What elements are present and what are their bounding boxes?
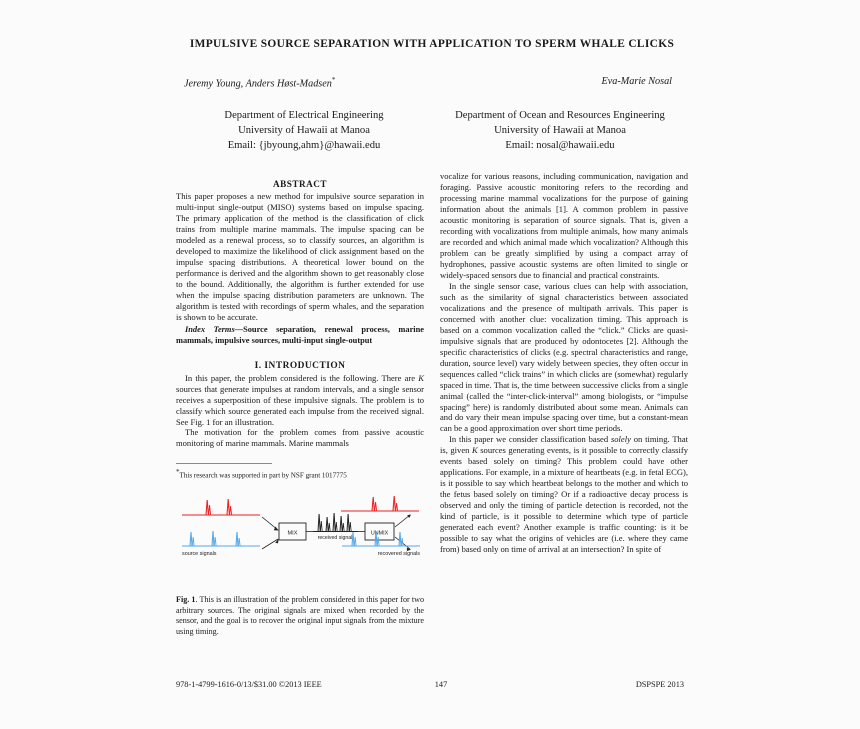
affiliations-row xyxy=(176,108,688,153)
figure-1 xyxy=(176,493,424,637)
mix-box-label: MIX xyxy=(287,530,298,537)
affiliation-right-dept: Department of Ocean and Resources Engineering xyxy=(455,110,665,122)
affiliation-right xyxy=(432,108,688,153)
affiliation-right-university: University of Hawaii at Manoa xyxy=(494,125,626,137)
paper-content xyxy=(176,0,688,729)
figure-label-recovered-signals: recovered signals xyxy=(377,551,420,557)
figure-1-caption-text: . This is an illustration of the problem considered in this paper for two arbitrary sources. The original signals are mixed when recorded by the sensor, and the goal is to recover the original input signals from the mixture using timing. xyxy=(176,595,424,636)
intro-p1-symbol-K: K xyxy=(418,372,424,383)
index-terms-dash: — xyxy=(234,324,244,334)
unmix-box xyxy=(365,523,394,540)
column-left xyxy=(176,171,424,637)
intro-p1-part-b: sources that generate impulses at random intervals, and a single sensor receives a superposition of these impulsive signals. The problem is to classify which source generated each impulse from the received signal. See Fig. 1 for an illustration. xyxy=(176,383,424,427)
mix-box xyxy=(279,523,306,540)
figure-1-caption xyxy=(176,595,424,637)
figure-label-received-signal: received signal xyxy=(317,535,353,541)
author-left xyxy=(176,76,428,89)
page-footer xyxy=(176,680,688,689)
source-signal-b-blue xyxy=(182,531,260,546)
index-terms xyxy=(176,325,424,347)
footer-conference: DSPSPE 2013 xyxy=(635,680,684,689)
figure-label-source-signals: source signals xyxy=(182,551,217,557)
abstract-heading: ABSTRACT xyxy=(272,179,328,190)
figure-1-diagram xyxy=(176,493,424,585)
right-p3-part-c: sources generating events, is it possible to correctly classify events based solely on timing? This problem could have other applications. For example, in a mixture of heartbeats (e.g. in fetal ECG), is it possible to say which heartbeat belongs to the mother and which to the fetus based solely on timing? Or if a radioactive decay process is observed and only the timing of particle detection is recorded, not the kind of particle, is it possible to determine which type of particle generated each event? Another example is traffic counting: is it be possible to say what the origins of vehicles are (i.e. where they came from) based only on time of arrival at an intersection? In spite of xyxy=(440,445,688,555)
footnote-text xyxy=(176,468,424,481)
received-signal xyxy=(313,513,358,532)
index-terms-text: Source separation, renewal process, marine mammals, impulsive sources, multi-input single-output xyxy=(176,324,424,345)
author-left-footnote-marker: * xyxy=(331,75,336,84)
affiliation-left-university: University of Hawaii at Manoa xyxy=(238,125,370,137)
index-terms-label: Index Terms xyxy=(185,324,235,334)
affiliation-right-email: Email: nosal@hawaii.edu xyxy=(505,140,615,152)
introduction-paragraph-1 xyxy=(176,373,424,428)
arrows-to-mix xyxy=(262,517,279,549)
affiliation-left-dept: Department of Electrical Engineering xyxy=(224,110,384,122)
body-columns xyxy=(176,171,688,637)
footnote-marker: * xyxy=(176,468,180,477)
right-paragraph-2: In the single sensor case, various clues can help with association, such as the similarity of signal characteristics between associated vocalizations and the presence of multipath arrivals. This paper is concerned with another clue: vocalization timing. This approach is based on a common vocalization called the “click.” Clicks are quasi-impulsive signals that are produced by odontocetes [2]. Although the specific characteristics of clicks (e.g. spectral characteristics and range, duration, source level) vary widely between species, they often occur in sequences called “click trains” in which clicks are (somewhat) regularly spaced in time. That is, the time between successive clicks from a single animal (called the “inter-click-interval” among biologists, or “impulse spacing” here) is randomly distributed about some mean. Animals can and do vary their mean impulse spacing over time, but a constant-mean can be a good approximation over short time periods. xyxy=(440,280,688,434)
footer-page-number: 147 xyxy=(434,680,448,689)
introduction-paragraph-2: The motivation for the problem comes from passive acoustic monitoring of marine mammals. Marine mammals xyxy=(176,427,424,449)
affiliation-left xyxy=(176,108,432,153)
right-paragraph-3 xyxy=(440,434,688,555)
source-signal-a-red xyxy=(182,499,260,515)
right-paragraph-1: vocalize for various reasons, including communication, navigation and foraging. Passive acoustic monitoring refers to the recording and processing marine mammal vocalizations for the purpose of gaining information about the animals [1]. A common problem in passive acoustic monitoring is separation of source signals. That is, given a recording with vocalizations from multiple animals, how many animals are recorded and which animal made which vocalization? Although this problem can be greatly simplified by using a compact array of hydrophones, passive acoustic systems are often limited to single or widely-spaced sensors due to financial and practical constraints. xyxy=(440,171,688,280)
right-p3-part-a: In this paper we consider classification based xyxy=(449,434,611,445)
affiliation-left-email: Email: {jbyoung,ahm}@hawaii.edu xyxy=(227,140,381,152)
column-right xyxy=(440,171,688,637)
right-p3-part-b: on timing. That is, given xyxy=(440,434,688,456)
authors-row xyxy=(176,76,688,89)
right-p3-emphasis-solely: solely xyxy=(610,434,631,445)
footnote-rule xyxy=(176,463,272,464)
right-p3-symbol-K: K xyxy=(471,445,478,456)
author-left-name: Jeremy Young, Anders Høst-Madsen xyxy=(184,78,332,90)
author-right: Eva-Marie Nosal xyxy=(601,75,672,87)
recovered-signal-a-red xyxy=(341,496,419,511)
page-title: IMPULSIVE SOURCE SEPARATION WITH APPLICATION TO SPERM WHALE CLICKS xyxy=(189,38,675,50)
figure-1-caption-label: Fig. 1 xyxy=(176,595,196,604)
footnote-body: This research was supported in part by NSF grant 1017775 xyxy=(179,471,347,480)
footnote-block xyxy=(176,459,424,481)
abstract-text: This paper proposes a new method for impulsive source separation in multi-input single-output (MISO) systems based on impulse spacing. The primary application of the method is the classification of click trains from multiple marine mammals. The impulse spacing can be modeled as a renewal process, so to classify sources, an algorithm is developed to maximize the likelihood of click assignment based on the impulse spacing distributions. A theoretical lower bound on the performance is derived and the algorithm shown to get reasonably close to the bound. Additionally, the algorithm is further extended for use when the impulse spacing distribution parameters are unknown. The algorithm is tested with recordings of sperm whales, and the separation is shown to be accurate. xyxy=(176,191,424,322)
introduction-heading: I. INTRODUCTION xyxy=(254,360,346,371)
unmix-box-label: UNMIX xyxy=(370,530,389,537)
intro-p1-part-a: In this paper, the problem considered is the following. There are xyxy=(185,372,419,383)
footer-copyright: 978-1-4799-1616-0/13/$31.00 ©2013 IEEE xyxy=(176,680,322,689)
